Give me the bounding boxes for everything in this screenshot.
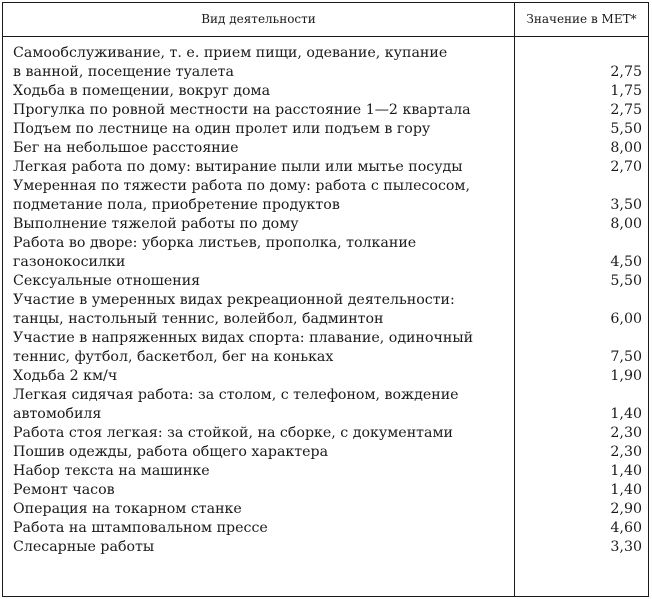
activity-cell: Легкая сидячая работа: за столом, с телефоном, вождение автомобиля [13,387,459,422]
table-row [3,177,648,215]
header-met: Значение в МЕТ* [514,3,648,36]
table-row [3,519,648,538]
table-row [3,291,648,329]
activity-cell: Ходьба в помещении, вокруг дома [13,83,271,99]
table-row [3,462,648,481]
met-value-cell: 2,75 [610,102,642,118]
met-value-cell: 2,90 [610,501,642,517]
activity-cell: Пошив одежды, работа общего характера [13,444,329,460]
met-value-cell: 5,50 [610,273,642,289]
table-row [3,538,648,557]
activity-cell: Работа во дворе: уборка листьев, прополка, толкание газонокосилки [13,235,417,270]
table-row [3,443,648,462]
table-row [3,424,648,443]
activity-cell: Участие в умеренных видах рекреационной деятельности: танцы, настольный теннис, волейбол, бадминтон [13,292,455,327]
met-value-cell: 7,50 [610,349,642,365]
activity-cell: Самообслуживание, т. е. прием пищи, одевание, купание в ванной, посещение туалета [13,45,448,80]
activity-cell: Ремонт часов [13,482,115,498]
activity-cell: Сексуальные отношения [13,273,201,289]
met-value-cell: 6,00 [610,311,642,327]
activity-cell: Бег на небольшое расстояние [13,140,239,156]
table-row [3,139,648,158]
met-value-cell: 1,40 [610,406,642,422]
activity-cell: Легкая работа по дому: вытирание пыли или мытье посуды [13,159,463,175]
met-value-cell: 8,00 [610,140,642,156]
activity-cell: Ходьба 2 км/ч [13,368,118,384]
met-value-cell: 2,30 [610,425,642,441]
table-row [3,329,648,367]
met-value-cell: 2,30 [610,444,642,460]
met-value-cell: 1,75 [610,83,642,99]
activity-cell: Прогулка по ровной местности на расстояние 1—2 квартала [13,102,471,118]
activity-cell: Подъем по лестнице на один пролет или подъем в гору [13,121,431,137]
table-row [3,158,648,177]
met-value-cell: 3,30 [610,539,642,555]
met-table [2,2,649,597]
table-body [3,44,648,557]
table-row [3,272,648,291]
met-value-cell: 4,50 [610,254,642,270]
met-value-cell: 5,50 [610,121,642,137]
activity-cell: Умеренная по тяжести работа по дому: работа с пылесосом, подметание пола, приобретение продуктов [13,178,470,213]
met-value-cell: 1,90 [610,368,642,384]
met-value-cell: 3,50 [610,197,642,213]
activity-cell: Операция на токарном станке [13,501,242,517]
table-row [3,120,648,139]
table-row [3,234,648,272]
header-activity: Вид деятельности [201,12,316,26]
table-header [3,3,648,37]
met-value-cell: 2,75 [610,64,642,80]
table-row [3,215,648,234]
activity-cell: Участие в напряженных видах спорта: плавание, одиночный теннис, футбол, баскетбол, бег на коньках [13,330,474,365]
met-value-cell: 1,40 [610,482,642,498]
met-value-cell: 1,40 [610,463,642,479]
activity-cell: Работа стоя легкая: за стойкой, на сборке, с документами [13,425,453,441]
met-value-cell: 2,70 [610,159,642,175]
activity-cell: Работа на штамповальном прессе [13,520,268,536]
activity-cell: Набор текста на машинке [13,463,210,479]
table-row [3,386,648,424]
activity-cell: Выполнение тяжелой работы по дому [13,216,299,232]
met-value-cell: 4,60 [610,520,642,536]
met-value-cell: 8,00 [610,216,642,232]
table-row [3,44,648,82]
table-row [3,500,648,519]
activity-cell: Слесарные работы [13,539,155,555]
table-row [3,367,648,386]
table-row [3,101,648,120]
table-row [3,481,648,500]
table-row [3,82,648,101]
